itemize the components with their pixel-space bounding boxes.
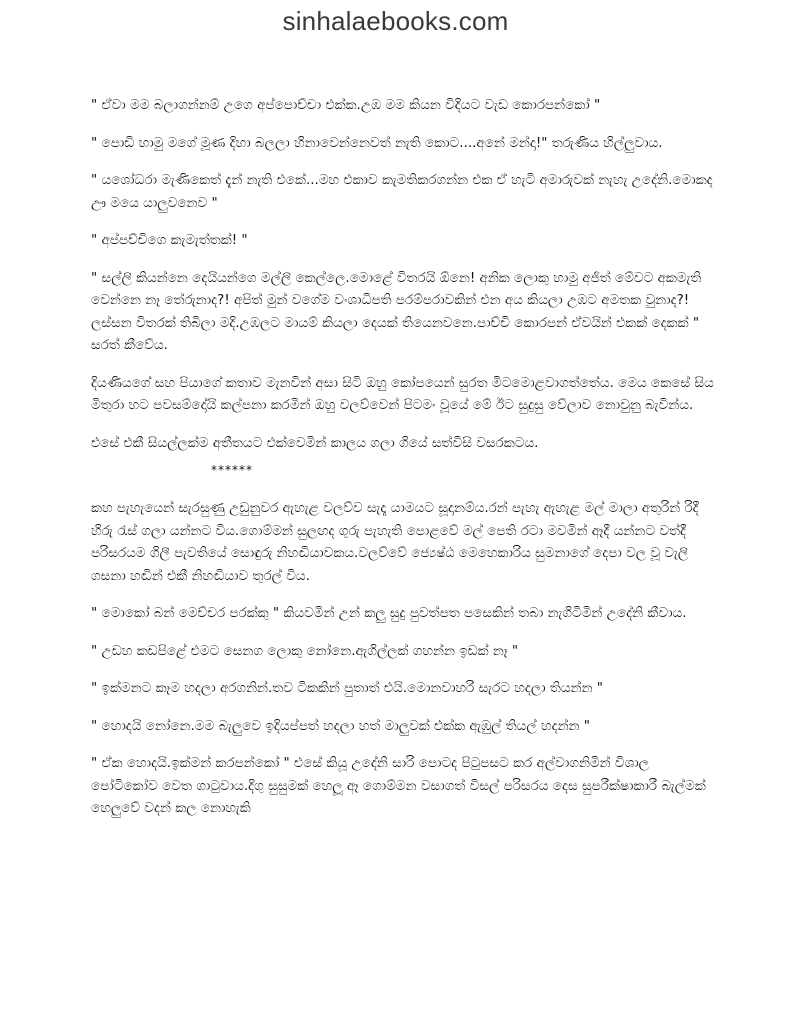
section-gap	[91, 485, 716, 497]
paragraph: " උඩහ කඩපිළේ එමට සෙනග ලොකු නෝනෙ.ඇගිල්ලක් ගහන්න ඉඩක් නෑ "	[91, 642, 519, 659]
paragraph: එසේ එකී සියල්ලක්ම අතීතයට එක්වෙමින් කාලය ගලා ගියේ සත්විසි වසරකටය.	[91, 434, 539, 451]
page-body	[91, 94, 716, 835]
paragraph: දියණියගේ සහ පියාගේ කතාව මැනවින් අසා සිටි ඔහු කෝපයෙන් සුරත මිටමොළවාගත්තේය. මෙය කෙසේ සිය මිතුරා හට පවසම්දෝයි කල්පනා කරමින් ඔහු වලව්වෙන් පිටමං වූයේ මේ ඊට සුදුසු වේලාව නොවුනු බැවින්ය.	[91, 374, 714, 413]
paragraph: " සල්ලි කියන්නෙ දෙයියන්ගෙ මල්ලි කෙල්ලෙ.මොළේ විතරයි ඕනෙ! අනික ලොකු හාමු අජිත් මේවට අකමැති වෙන්නෙ නෑ තේරුනාද?! අපිත් මුන් වගේම වංශාධිපති පරම්පරාවකින් එන අය කියලා උඹට අමතක වුනාද?! ලස්සන විතරක් තිබිලා මදි.උඹලට මායම් කියලා දෙයක් තියෙනවනෙ.පාච්චි කොරපන් ඒවයින් එකක් දෙකක් " සරත් කීවේය.	[91, 269, 702, 353]
paragraph: " ඒක හොදයි.ඉක්මන් කරපන්කෝ " එසේ කියූ උදේනි සාරි පොටද පිටුපසට කර අල්වාගනිමින් විශාල පෝටිකෝව වෙත ගාටුවාය.දිගු සුසුමක් හෙලූ ඈ ගොම්මන වසාගත් විසල් පරිසරය දෙස සුපරීක්ෂාකාරී බැල්මක් හෙලුවේ වදන් කල නොහැකි	[91, 755, 706, 816]
paragraph: " ඒවා මම බලාගන්නම් උගෙ අප්පොච්චා එක්ක.උඹ මම කියන විදියට වැඩ කොරපන්කෝ "	[91, 97, 601, 113]
section-separator: ******	[211, 463, 253, 477]
paragraph: කහ පැහැයෙන් සැරසුණු උඩුනුවර ඇහැළ වලව්ව සැදෑ යාමයට සූදානම්ය.රන් පැහැ ඇහැළ මල් මාලා අතුරින් රිදී හිරු රැස් ගලා යන්නට විය.ගොම්මන් සුලඟද ගුරු පැහැති පොළවේ මල් පෙති රටා මවමින් ඈදී යන්නට වත්දී පරිසරයම ගිලී පැවතියේ සොඳුරු නිහඬියාවකය.වලව්වේ ජ්‍යෙෂ්ඨ මෙහෙකාරිය සුමනාගේ දෙපා වල වූ වැලි ගසනා හඬින් එකී නිහඬියාව තුරල් විය.	[91, 500, 699, 584]
paragraph: " අප්පච්චිගෙ කැමැත්තක්! "	[91, 232, 248, 248]
site-header: sinhalaebooks.com	[282, 6, 509, 36]
paragraph: " පොඩි හාමු මගේ මූණ දිහා බලලා හිනාවෙන්නෙවත් නැති කොට....අනේ මන්දා!" තරුණිය හිල්ලුවාය.	[91, 134, 663, 151]
paragraph: " හොදයි නෝනෙ.මම බැලුවෙ ඉදියප්පත් හදලා හත් මාලුවක් එක්ක ඇඹුල් තියල් හදන්න "	[91, 717, 591, 734]
paragraph: " ඉක්මනට කෑම හදලා අරගනින්.තව ටිකකින් පුතාත් එයි.මොනවාහරි සැරට හදලා තියන්න "	[91, 680, 603, 696]
paragraph: " යශෝධරා මැණිකෙත් දැන් නැති එකේ...මහ එකාව කැමතිකරගන්න එක ඒ හැටි අමාරුවක් නැහැ උදේනි.මොකද ඌ මයෙ යාලුවනෙව "	[91, 172, 713, 211]
paragraph: " මොකෝ බන් මෙච්චර පරක්කු " කියවමින් උන් කලු සුදු පුවත්පත පසෙකින් තබා නැගිටිමින් උදේනි කීවාය.	[91, 605, 687, 621]
